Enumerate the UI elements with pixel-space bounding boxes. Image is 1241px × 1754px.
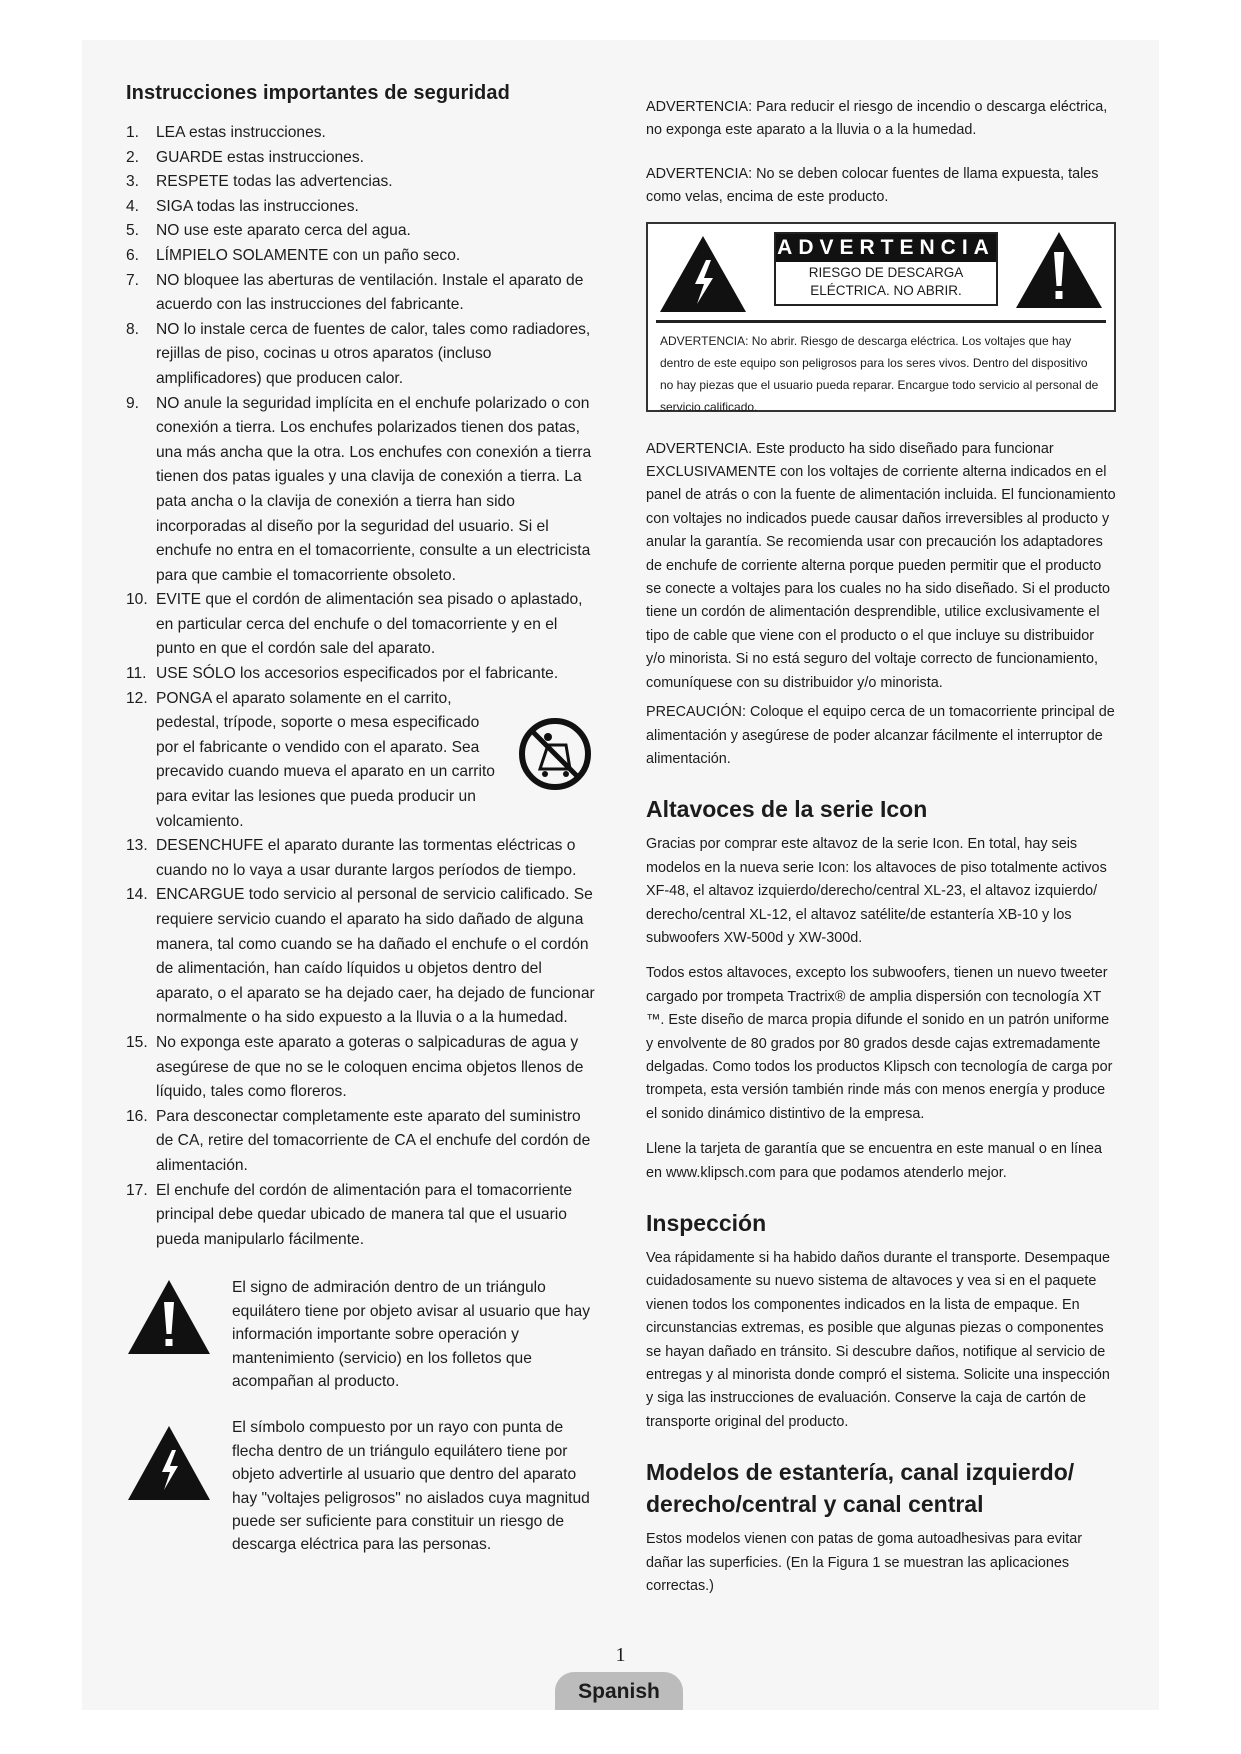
safety-heading: Instrucciones importantes de seguridad	[126, 82, 510, 104]
list-item: 3. RESPETE todas las advertencias.	[126, 173, 393, 191]
list-item: 6. LÍMPIELO SOLAMENTE con un paño seco.	[126, 246, 461, 264]
icon-series-paragraph: Gracias por comprar este altavoz de la serie Icon. En total, hay seis modelos en la nueva serie Icon: los altavoces de piso totalmente activos XF-48, el altavoz izquierdo/derecho/central XL-23, el altavoz izquierdo/ derecho/central XL-12, el altavoz satélite/de estantería XB-10 y los subwoofers XW-500d y XW-300d.	[646, 836, 1107, 946]
divider	[656, 320, 1106, 323]
list-item: 12. PONGA el aparato solamente en el carrito, pedestal, trípode, soporte o mesa especificado por el fabricante o vendido con el aparato. Sea precavido cuando mueva el aparato en un carrito para evitar las lesiones que pueda producir un volcamiento.	[126, 687, 596, 835]
list-item: 8. NO lo instale cerca de fuentes de calor, tales como radiadores, rejillas de piso, cocinas u otros aparatos (incluso amplificadores) que producen calor.	[126, 320, 591, 387]
language-tab: Spanish	[555, 1672, 683, 1710]
warning-subtitle: RIESGO DE DESCARGA ELÉCTRICA. NO ABRIR.	[808, 264, 964, 298]
warning-flame: ADVERTENCIA: No se deben colocar fuentes de llama expuesta, tales como velas, encima de este producto.	[646, 165, 1099, 206]
exclamation-symbol-text: El signo de admiración dentro de un triángulo equilátero tiene por objeto avisar al usuario que hay información importante sobre operación y mantenimiento (servicio) en los folletos que acompañan al producto.	[232, 1279, 591, 1390]
section-heading-models: Modelos de estantería, canal izquierdo/ derecho/central y canal central	[646, 1459, 1075, 1518]
caution-text: PRECAUCIÓN: Coloque el equipo cerca de un tomacorriente principal de alimentación y asegúrese de poder alcanzar fácilmente el interruptor de alimentación.	[646, 704, 1115, 767]
exclamation-triangle-icon	[126, 1278, 212, 1356]
left-column	[126, 82, 596, 1557]
list-item: 5. NO use este aparato cerca del agua.	[126, 222, 411, 240]
lightning-triangle-icon	[126, 1424, 212, 1502]
inspection-paragraph: Vea rápidamente si ha habido daños durante el transporte. Desempaque cuidadosamente su nuevo sistema de altavoces y vea si en el paquete vienen todos los componentes indicados en la lista de empaque. En circunstancias extremas, es posible que algunas piezas o componentes se hayan dañado en tránsito. Si descubre daños, notifique al servicio de entregas y al minorista donde compró el sistema. Solicite una inspección y siga las instrucciones de evaluación. Conserve la caja de cartón de transporte original del producto.	[646, 1250, 1111, 1430]
list-item: 14. ENCARGUE todo servicio al personal de servicio calificado. Se requiere servicio cuando el aparato ha sido dañado de alguna manera, tal como cuando se ha dañado el enchufe o el cordón de alimentación, han caído líquidos u objetos dentro del aparato, o el aparato se ha dejado caer, ha dejado de funcionar normalmente o ha sido expuesto a la lluvia o a la humedad.	[126, 886, 595, 1027]
list-item: 13. DESENCHUFE el aparato durante las tormentas eléctricas o cuando no lo vaya a usar durante largos períodos de tiempo.	[126, 837, 577, 879]
shock-warning-box	[646, 222, 1116, 412]
lightning-triangle-icon	[658, 234, 748, 314]
list-item: 9. NO anule la seguridad implícita en el enchufe polarizado o con conexión a tierra. Los enchufes polarizados tienen dos patas, una más ancha que la otra. Los enchufes con conexión a tierra tienen dos patas iguales y una clavija de conexión a tierra. La pata ancha o la clavija de conexión a tierra han sido incorporadas al diseño por la seguridad del usuario. Si el enchufe no entra en el tomacorriente, consulte a un electricista para que cambie el tomacorriente obsoleto.	[126, 394, 592, 584]
warning-box-text: ADVERTENCIA: No abrir. Riesgo de descarga eléctrica. Los voltajes que hay dentro de este equipo son peligrosos para los seres vivos. Dentro del dispositivo no hay piezas que el usuario pueda reparar. Encargue todo servicio al personal de servicio calificado.	[660, 333, 1099, 414]
icon-series-paragraph: Todos estos altavoces, excepto los subwoofers, tienen un nuevo tweeter cargado por trompeta Tractrix® de amplia dispersión con tecnología XT ™. Este diseño de marca propia difunde el sonido en un patrón uniforme y envolvente de 80 grados por 80 grados desde cajas extremadamente delgadas. Como todos los productos Klipsch con tecnología de carga por trompeta, esta versión también rinde más con menos energía y produce el sonido dinámico distintivo de la empresa.	[646, 965, 1113, 1122]
list-item: 16. Para desconectar completamente este aparato del suministro de CA, retire del tomacorriente de CA el enchufe del cordón de alimentación.	[126, 1107, 591, 1174]
cart-warning-icon	[518, 717, 592, 791]
warning-voltage: ADVERTENCIA. Este producto ha sido diseñado para funcionar EXCLUSIVAMENTE con los voltajes de corriente alterna indicados en el panel de atrás o con la fuente de alimentación incluida. El funcionamiento con voltajes no indicados puede causar daños irreversibles al producto y anular la garantía. Se recomienda usar con precaución los adaptadores de enchufe de corriente alterna porque pueden permitir que el producto se conecte a voltajes para los cuales no ha sido diseñado. Si el producto tiene un cordón de alimentación desprendible, utilice exclusivamente el tipo de cable que viene con el producto o el que incluye su distribuidor y/o minorista. Si no está seguro del voltaje correcto de funcionamiento, comuníquese con su distribuidor y/o minorista.	[646, 440, 1116, 691]
list-item: 10. EVITE que el cordón de alimentación sea pisado o aplastado, en particular cerca del enchufe o del tomacorriente y en el punto en que el cordón sale del aparato.	[126, 591, 583, 658]
warning-label	[774, 232, 998, 306]
warning-rain: ADVERTENCIA: Para reducir el riesgo de incendio o descarga eléctrica, no exponga este aparato a la lluvia o a la humedad.	[646, 99, 1108, 139]
list-item: 1. LEA estas instrucciones.	[126, 124, 326, 141]
safety-list	[126, 121, 596, 1252]
lightning-symbol-text: El símbolo compuesto por un rayo con punta de flecha dentro de un triángulo equilátero tiene por objeto advertirle al usuario que dentro del aparato hay "voltajes peligrosos" no aislados cuya magnitud puede ser suficiente para constituir un riesgo de descarga eléctrica para las personas.	[232, 1419, 590, 1554]
list-item: 11. USE SÓLO los accesorios especificados por el fabricante.	[126, 665, 559, 683]
list-item: 7. NO bloquee las aberturas de ventilación. Instale el aparato de acuerdo con las instrucciones del fabricante.	[126, 271, 584, 314]
exclamation-symbol-note	[126, 1276, 596, 1396]
exclamation-triangle-icon	[1014, 230, 1104, 310]
lightning-symbol-note	[126, 1416, 596, 1556]
section-heading-icon-series: Altavoces de la serie Icon	[646, 796, 928, 823]
list-item: 15. No exponga este aparato a goteras o salpicaduras de agua y asegúrese de que no se le coloquen encima objetos llenos de líquido, tales como floreros.	[126, 1033, 584, 1101]
list-item: 17. El enchufe del cordón de alimentación para el tomacorriente principal debe quedar ubicado de manera tal que el usuario pueda manipularlo fácilmente.	[126, 1181, 573, 1248]
list-item: 4. SIGA todas las instrucciones.	[126, 197, 359, 215]
icon-series-paragraph: Llene la tarjeta de garantía que se encuentra en este manual o en línea en www.klipsch.com para que podamos atenderlo mejor.	[646, 1141, 1103, 1181]
section-heading-inspection: Inspección	[646, 1210, 767, 1236]
models-paragraph: Estos modelos vienen con patas de goma autoadhesivas para evitar dañar las superficies. (En la Figura 1 se muestran las aplicaciones correctas.)	[646, 1531, 1082, 1595]
list-item: 2. GUARDE estas instrucciones.	[126, 148, 364, 166]
right-column	[646, 96, 1116, 1610]
page-number: 1	[615, 1644, 626, 1666]
warning-title: ADVERTENCIA	[776, 234, 996, 262]
